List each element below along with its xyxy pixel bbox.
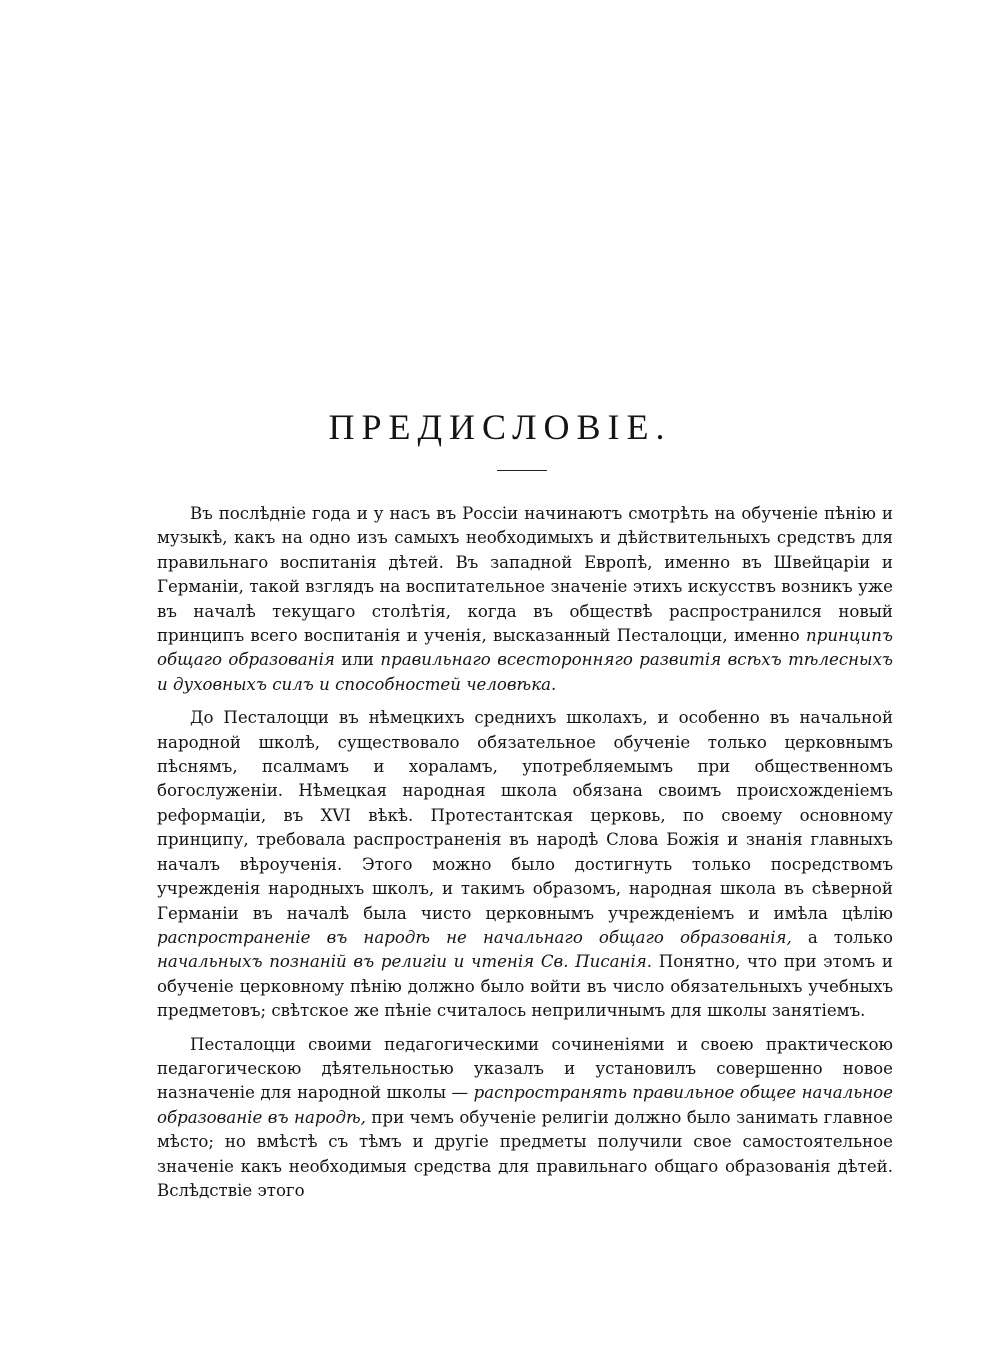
body-text [157,502,893,1203]
text-segment: при чемъ обученіе религіи должно было занимать главное мѣсто; но вмѣстѣ съ тѣмъ и другіе предметы получили свое самостоятельное значеніе какъ необходимыя средства для правильнаго общаго образованія дѣтей. Вслѣдствіе этого [157,1107,893,1200]
text-segment-italic: правильнаго всесторонняго развитія всѣхъ тѣлесныхъ и духовныхъ силъ и способностей человѣка. [157,650,893,694]
text-segment-italic: распространеніе въ народѣ не начальнаго общаго образованія, [157,927,792,947]
text-segment: Песталоцци своими педагогическими сочиненіями и своею практическою педагогическою дѣятельностью указалъ и установилъ совершенно новое назначеніе для народной школы — [157,1034,893,1103]
text-segment: а только [791,927,893,947]
paragraph-2 [157,706,893,1023]
text-segment: До Песталоцци въ нѣмецкихъ среднихъ школахъ, и особенно въ начальной народной школѣ, существовало обязательное обученіе только церковнымъ пѣснямъ, псалмамъ и хораламъ, употребляемымъ при общественномъ богослуженіи. Нѣмецкая народная школа обязана своимъ происхожденіемъ реформаціи, въ XVI вѣкѣ. Протестантская церковь, по своему основному принципу, требовала распространенія въ народѣ Слова Божія и знанія главныхъ началъ вѣроученія. Этого можно было достигнуть только посредствомъ учрежденія народныхъ школъ, и такимъ образомъ, народная школа въ сѣверной Германіи въ началѣ была чисто церковнымъ учрежденіемъ и имѣла цѣлію [157,708,893,923]
page-title: ПРЕДИСЛОВІЕ. [328,407,672,447]
text-segment-italic: принципъ общаго образованія [157,626,893,670]
text-segment: Понятно, что при этомъ и обученіе церковному пѣнію должно было войти въ число обязательныхъ учебныхъ предметовъ; свѣтское же пѣніе считалось неприличнымъ для школы занятіемъ. [157,952,893,1021]
paragraph-3 [157,1033,893,1204]
text-segment-italic: начальныхъ познаній въ религіи и чтенія Св. Писанія. [157,952,653,972]
text-segment: Въ послѣдніе года и у насъ въ Россіи начинаютъ смотрѣть на обученіе пѣнію и музыкѣ, какъ на одно изъ самыхъ необходимыхъ и дѣйствительныхъ средствъ для правильнаго воспитанія дѣтей. Въ западной Европѣ, именно въ Швейцаріи и Германіи, такой взглядъ на воспитательное значеніе этихъ искусствъ возникъ уже въ началѣ текущаго столѣтія, когда въ обществѣ распространился новый принципъ всего воспитанія и ученія, высказанный Песталоцци, именно [157,504,893,646]
text-segment: или [334,650,381,670]
text-segment-italic: распространять правильное общее начальное образованіе въ народѣ, [157,1083,893,1127]
title-divider [497,470,547,471]
paragraph-1 [157,502,893,697]
